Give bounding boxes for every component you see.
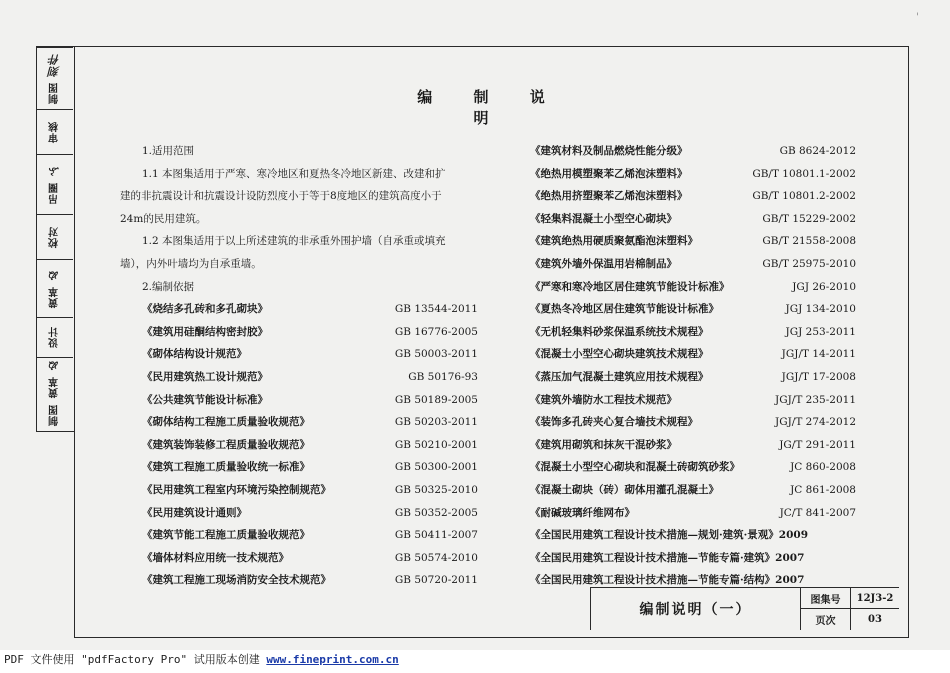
- reference-row: [120, 298, 478, 321]
- reference-title: 《装饰多孔砖夹心复合墙技术规程》: [530, 416, 698, 429]
- reference-row: [120, 502, 478, 525]
- page-label: 页次: [801, 609, 851, 630]
- atlas-number: 12J3-2: [851, 588, 899, 609]
- reference-code: JC 860-2008: [790, 461, 856, 474]
- reference-title: 《轻集料混凝土小型空心砌块》: [530, 212, 677, 225]
- side-cell-7: 制图: [49, 404, 61, 426]
- page-number: 03: [868, 614, 882, 625]
- reference-code: GB 50325-2010: [394, 483, 478, 496]
- reference-code: JGJ/T 274-2012: [775, 416, 856, 429]
- reference-code: GB 50003-2011: [394, 348, 478, 361]
- reference-title: 《蒸压加气混凝土建筑应用技术规程》: [530, 370, 709, 383]
- reference-code: GB 50720-2011: [394, 574, 478, 587]
- reference-title: 《民用建筑热工设计规范》: [142, 370, 268, 383]
- reference-title: 《混凝土小型空心砌块建筑技术规程》: [530, 348, 709, 361]
- para-1-1-line2: 建的非抗震设计和抗震设计设防烈度小于等于8度地区的建筑高度小于: [120, 190, 442, 203]
- atlas-label: 图集号: [801, 588, 851, 609]
- left-reference-list: [120, 298, 478, 592]
- reference-title: 《建筑材料及制品燃烧性能分级》: [530, 145, 688, 157]
- reference-code: GB 8624-2012: [779, 145, 856, 157]
- reference-title: 《耐碱玻璃纤维网布》: [530, 506, 635, 519]
- reference-row: [530, 253, 856, 276]
- reference-title: 《建筑外墙外保温用岩棉制品》: [530, 257, 677, 270]
- reference-title: 《严寒和寒冷地区居住建筑节能设计标准》: [530, 280, 730, 293]
- side-cell-0: 制图 刻件: [37, 47, 73, 109]
- reference-code: GB/T 21558-2008: [762, 235, 856, 248]
- reference-row: [530, 366, 856, 389]
- reference-row: [530, 276, 856, 299]
- reference-row: [120, 321, 478, 344]
- fineprint-link[interactable]: www.fineprint.com.cn: [266, 653, 399, 666]
- reference-row: [120, 366, 478, 389]
- side-cell-2: 吊圈 ふ: [37, 154, 73, 214]
- reference-row: [120, 479, 478, 502]
- reference-row: [120, 411, 478, 434]
- right-reference-list: [530, 140, 856, 524]
- reference-row: [530, 456, 856, 479]
- reference-row: [530, 479, 856, 502]
- para-1-1-line3: 24m的民用建筑。: [120, 212, 207, 225]
- reference-code: GB 50210-2001: [394, 438, 478, 451]
- reference-row: [120, 569, 478, 592]
- reference-row: [530, 502, 856, 525]
- reference-title: 《建筑用硅酮结构密封胶》: [142, 325, 268, 338]
- reference-row: [120, 524, 478, 547]
- reference-code: JGJ/T 14-2011: [781, 348, 856, 361]
- reference-title: 《绝热用挤塑聚苯乙烯泡沫塑料》: [530, 190, 688, 203]
- reference-code: JGJ 253-2011: [785, 325, 856, 338]
- reference-code: GB 16776-2005: [394, 325, 478, 338]
- footer-text: PDF 文件使用 "pdfFactory Pro" 试用版本创建: [4, 653, 267, 666]
- para-1-2-line2: 墙），内外叶墙均为自承重墙。: [120, 257, 262, 270]
- reference-code: GB 50411-2007: [394, 529, 478, 542]
- reference-row: [120, 434, 478, 457]
- reference-title: 《无机轻集料砂浆保温系统技术规程》: [530, 325, 709, 338]
- reference-title: 《混凝土小型空心砌块和混凝土砖砌筑砂浆》: [530, 461, 740, 474]
- reference-row: [530, 185, 856, 208]
- reference-title: 《建筑绝热用硬质聚氨酯泡沫塑料》: [530, 235, 698, 248]
- reference-code: JC 861-2008: [790, 483, 856, 496]
- signature-panel: [36, 46, 74, 432]
- plain-ref: 《全国民用建筑工程设计技术措施—节能专篇·结构》2007: [530, 574, 805, 587]
- reference-row: [530, 298, 856, 321]
- reference-title: 《烧结多孔砖和多孔砌块》: [142, 303, 268, 316]
- para-1-1-line1: 1.1 本图集适用于严寒、寒冷地区和夏热冬冷地区新建、改建和扩: [142, 167, 446, 180]
- reference-code: GB 50203-2011: [394, 416, 478, 429]
- reference-code: GB 50574-2010: [394, 551, 478, 564]
- reference-title: 《夏热冬冷地区居住建筑节能设计标准》: [530, 303, 719, 316]
- reference-title: 《绝热用模塑聚苯乙烯泡沫塑料》: [530, 167, 688, 180]
- reference-row: [530, 343, 856, 366]
- reference-title: 《建筑用砌筑和抹灰干混砂浆》: [530, 438, 677, 451]
- reference-row: [530, 389, 856, 412]
- reference-code: GB 50352-2005: [394, 506, 478, 519]
- reference-row: [530, 140, 856, 163]
- reference-code: JGJ/T 235-2011: [775, 393, 856, 406]
- reference-code: GB/T 10801.1-2002: [752, 167, 856, 180]
- reference-row: [530, 434, 856, 457]
- reference-code: JGJ 26-2010: [792, 280, 856, 293]
- reference-code: GB/T 15229-2002: [762, 212, 856, 225]
- reference-code: GB 13544-2011: [394, 303, 478, 316]
- side-cell-6: 黄革 ぬ: [37, 357, 73, 399]
- reference-code: GB/T 25975-2010: [762, 257, 856, 270]
- reference-title: 《建筑工程施工现场消防安全技术规范》: [142, 574, 331, 587]
- reference-code: JGJ/T 17-2008: [781, 370, 856, 383]
- reference-title: 《建筑节能工程施工质量验收规范》: [142, 529, 310, 542]
- reference-row: [120, 456, 478, 479]
- right-column: [530, 140, 856, 592]
- title-block: [590, 587, 899, 630]
- side-cell-3: 校对: [37, 214, 73, 259]
- side-cell-4: 黄革 ぬ: [37, 259, 73, 317]
- reference-title: 《砌体结构工程施工质量验收规范》: [142, 416, 310, 429]
- reference-row: [530, 208, 856, 231]
- plain-ref: 《全国民用建筑工程设计技术措施—规划·建筑·景观》2009: [530, 529, 809, 542]
- reference-title: 《民用建筑工程室内环境污染控制规范》: [142, 483, 331, 496]
- reference-title: 《建筑装饰装修工程质量验收规范》: [142, 438, 310, 451]
- reference-title: 《砌体结构设计规范》: [142, 348, 247, 361]
- reference-title: 《建筑工程施工质量验收统一标准》: [142, 461, 310, 474]
- reference-code: GB/T 10801.2-2002: [752, 190, 856, 203]
- section-1-heading: 1.适用范围: [142, 145, 195, 157]
- reference-code: GB 50176-93: [408, 370, 478, 383]
- reference-code: JC/T 841-2007: [779, 506, 856, 519]
- reference-row: [530, 163, 856, 186]
- reference-title: 《墙体材料应用统一技术规范》: [142, 551, 289, 564]
- reference-title: 《民用建筑设计通则》: [142, 506, 247, 519]
- reference-code: JGJ 134-2010: [785, 303, 856, 316]
- reference-title: 《公共建筑节能设计标准》: [142, 393, 268, 406]
- reference-row: [120, 389, 478, 412]
- reference-title: 《建筑外墙防水工程技术规范》: [530, 393, 677, 406]
- reference-row: [530, 230, 856, 253]
- corner-mark: ': [916, 12, 919, 23]
- page-title: 编 制 说 明: [417, 88, 563, 127]
- reference-row: [120, 547, 478, 570]
- para-1-2-line1: 1.2 本图集适用于以上所述建筑的非承重外围护墙（自承重或填充: [142, 235, 446, 248]
- reference-code: GB 50300-2001: [394, 461, 478, 474]
- reference-row: [530, 411, 856, 434]
- left-column: [120, 140, 478, 592]
- reference-code: GB 50189-2005: [394, 393, 478, 406]
- pdf-footer: [4, 651, 399, 667]
- side-cell-1: 审核: [37, 109, 73, 154]
- plain-ref: 《全国民用建筑工程设计技术措施—节能专篇·建筑》2007: [530, 551, 805, 564]
- sheet-name: 编制说明（一）: [591, 588, 801, 630]
- reference-row: [120, 343, 478, 366]
- section-2-heading: 2.编制依据: [142, 280, 195, 293]
- reference-title: 《混凝土砌块（砖）砌体用灌孔混凝土》: [530, 483, 719, 496]
- side-cell-5: 设计: [37, 317, 73, 357]
- reference-code: JG/T 291-2011: [779, 438, 856, 451]
- reference-row: [530, 321, 856, 344]
